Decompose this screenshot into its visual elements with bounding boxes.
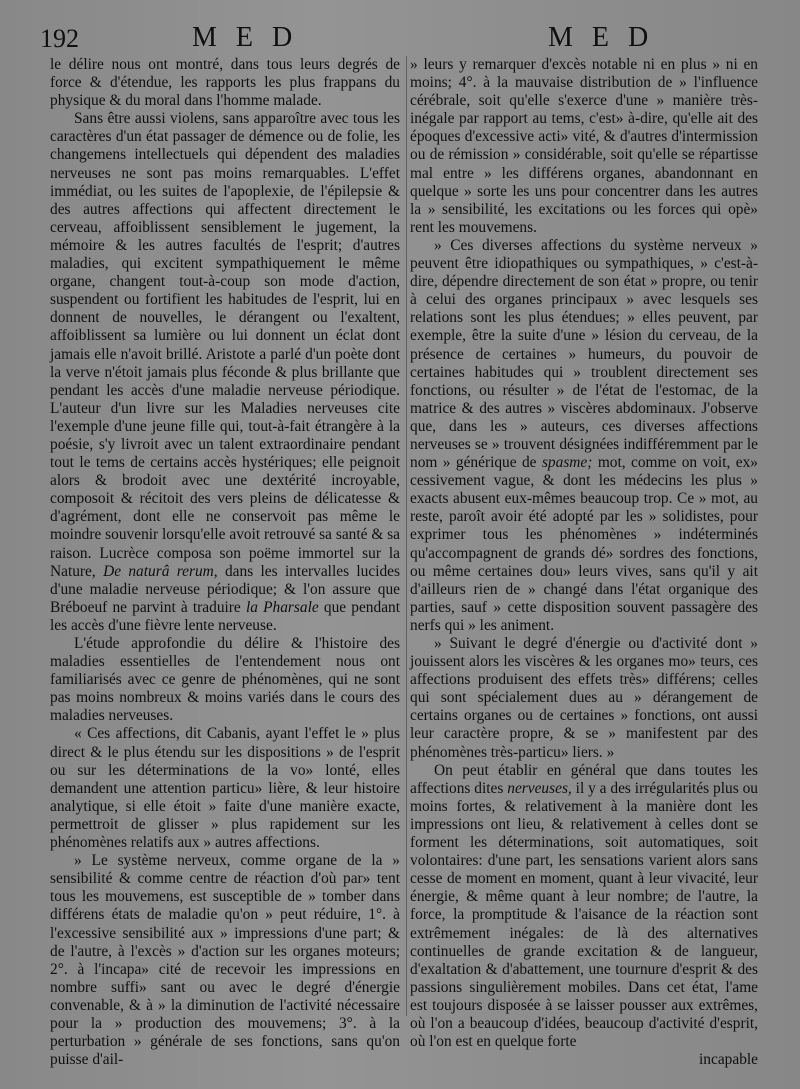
left-column (50, 56, 400, 1069)
paragraph-text: dans les intervalles lucides d'une maladie nerveuse périodique; & l'on assure que Bréboeuf ne parvint à traduire (50, 562, 400, 616)
paragraph: le délire nous ont montré, dans tous leurs degrés de force & d'étendue, les rapports les plus frappans du physique & du moral dans l'homme malade. (50, 56, 400, 110)
italic-title: De naturâ rerum, (103, 562, 218, 580)
column-divider (406, 56, 407, 1016)
paragraph-text: Sans être aussi violens, sans apparoître avec tous les caractères d'un état passager de démence ou de folie, les changemens intellectuels qui dépendent des maladies nerveuses ne sont pas moins remarquables. L'effet immédiat, ou les suites de l'apoplexie, de l'épilepsie & des autres affections qui affectent directement le cerveau, affoiblissent sensiblement le jugement, la mémoire & les autres facultés de l'esprit; d'autres maladies, qui excitent sympathiquement le même organe, changent tout-à-coup son mode d'action, suspendent ou fortifient les habitudes de l'esprit, lui en donnent de nouvelles, le dérangent ou l'exaltent, affoiblissent sa lumière ou lui donnent un éclat dont jamais elle n'avoit brillé. Aristote a parlé d'un poète dont la verve n'étoit jamais plus féconde & plus brillante que pendant les accès d'une maladie nerveuse périodique. L'auteur d'un livre sur les Maladies nerveuses cite l'exemple d'une jeune fille qui, tout-à-fait étrangère à la poésie, s'y livroit avec un talent extraordinaire pendant tout le tems de certains accès hystériques; elle peignoit alors & brodoit avec une dextérité incroyable, composoit & récitoit des vers pleins de délicatesse & d'agrément, dont elle ne conservoit pas même le moindre souvenir lorsqu'elle avoit retrouvé sa santé & sa raison. Lucrèce composa son poëme immortel sur la Nature, (50, 110, 400, 580)
running-head-right: M E D (548, 22, 655, 53)
quote-paragraph: » Le système nerveux, comme organe de la » sensibilité & comme centre de réaction d'où par» tent tous les mouvemens, est susceptible de » tomber dans différens états de maladie qu'on » peut réduire, 1°. à l'excessive sensibilité aux » impressions d'une part; & de l'autre, à l'excès » d'action sur les organes moteurs; 2°. à l'incapa» cité de recevoir les impressions en nombre suffi» sant ou avec le degré d'énergie convenable, & à » la diminution de l'activité nécessaire pour la » production des mouvemens; 3°. à la perturbation » générale de ses fonctions, sans qu'on puisse d'ail- (50, 852, 400, 1069)
page-number: 192 (40, 24, 79, 53)
paragraph-text: » Ces diverses affections du système nerveux » peuvent être idiopathiques ou sympathiques, » c'est-à-dire, dépendre directement de son état » propre, ou tenir à celui des organes principaux » avec lesquels ses relations sont les plus étendues; » elles peuvent, par exemple, être la suite d'une » lésion du cerveau, de la présence de certaines » humeurs, du pouvoir de certaines habitudes qui » troublent directement ses fonctions, ou résulter » de l'état de l'estomac, de la matrice & des autres » viscères abdominaux. J'observe que, dans les » auteurs, ces diverses affections nerveuses se » trouvent désignées indifféremment par le nom » générique de (410, 236, 758, 472)
paragraph: L'étude approfondie du délire & l'histoire des maladies essentielles de l'entendement nous ont familiarisés avec ce genre de phénomènes, qui ne sont pas moins nombreux & moins variés dans le cours des maladies nerveuses. (50, 635, 400, 725)
paragraph-text: que pendant les accès d'une fièvre lente nerveuse. (50, 598, 400, 634)
paragraph (50, 110, 400, 635)
paragraph-text: il y a des irrégularités plus ou moins fortes, & relativement à la manière dont les impressions ont lieu, & relativement à celles dont se forment les déterminations, soit automatiques, soit volontaires: d'une part, les sensations varient alors sans cesse de moment en moment, quant à leur vivacité, leur énergie, & même quant à leur nombre; de l'autre, la force, la promptitude & l'aisance de la réaction sont extrêmement inégales: de là des alternatives continuelles de grande excitation & de langueur, d'exaltation & d'abattement, une tournure d'esprit & des passions singulièrement mobiles. Dans cet état, l'ame est toujours disposée à se laisser pousser aux extrêmes, où l'on a beaucoup d'idées, beaucoup d'activité d'esprit, où l'on est en quelque forte (410, 779, 758, 1051)
right-column (410, 56, 758, 1069)
catchword: incapable (699, 1051, 758, 1069)
paragraph-text: On peut établir en général que dans toutes les affections dites (410, 761, 758, 797)
quote-paragraph: » leurs y remarquer d'excès notable ni en plus » ni en moins; 4°. à la mauvaise distribution de » l'influence cérébrale, soit qu'elle s'exerce d'une » manière très-inégale par rapport au tems, c'est» à-dire, qu'elle ait des époques d'excessive acti» vité, & d'autres d'intermission ou de rémission » considérable, soit qu'elle se répartisse mal entre » les différens organes, abandonnant en quelque » sorte les uns pour concentrer dans les autres la » sensibilité, les excitations ou les forces qui opè» rent les mouvemens. (410, 56, 758, 236)
page-header (0, 22, 800, 58)
italic-title: la Pharsale (245, 598, 319, 616)
paragraph (410, 762, 758, 1052)
italic-word: spasme; (541, 454, 593, 472)
running-head-left: M E D (192, 22, 299, 53)
paragraph-text: mot, comme on voit, ex» cessivement vague, & dont les médecins les plus » exacts abusent eux-mêmes beaucoup trop. Ce » mot, au reste, paroît avoir été adopté par les » solidistes, pour exprimer tous les phénomènes » indéterminés qu'accompagnent de grands dé» sordres des fonctions, ou même certaines dou» leurs vives, sans qu'il y ait d'ailleurs rien de » changé dans l'état organique des parties, sauf » cette disposition souvent passagère des nerfs qui » les animent. (410, 454, 758, 634)
quote-paragraph (410, 237, 758, 635)
italic-word: nerveuses, (507, 779, 572, 797)
quote-paragraph: » Suivant le degré d'énergie ou d'activité dont » jouissent alors les viscères & les organes mo» teurs, ces affections produisent des effets très» différens; celles qui sont spécialement dues au » dérangement de certains organes ou de certaines » fonctions, ont aussi leur caractère propre, & se » manifestent par des phénomènes très-particu» liers. » (410, 635, 758, 761)
quote-paragraph: « Ces affections, dit Cabanis, ayant l'effet le » plus direct & le plus étendu sur les dispositions » de l'esprit ou sur les déterminations de la vo» lonté, elles demandent une attention particu» lière, & leur histoire analytique, si elle étoit » faite d'une manière exacte, permettroit de glisser » plus rapidement sur les phénomènes relatifs aux » autres affections. (50, 725, 400, 852)
